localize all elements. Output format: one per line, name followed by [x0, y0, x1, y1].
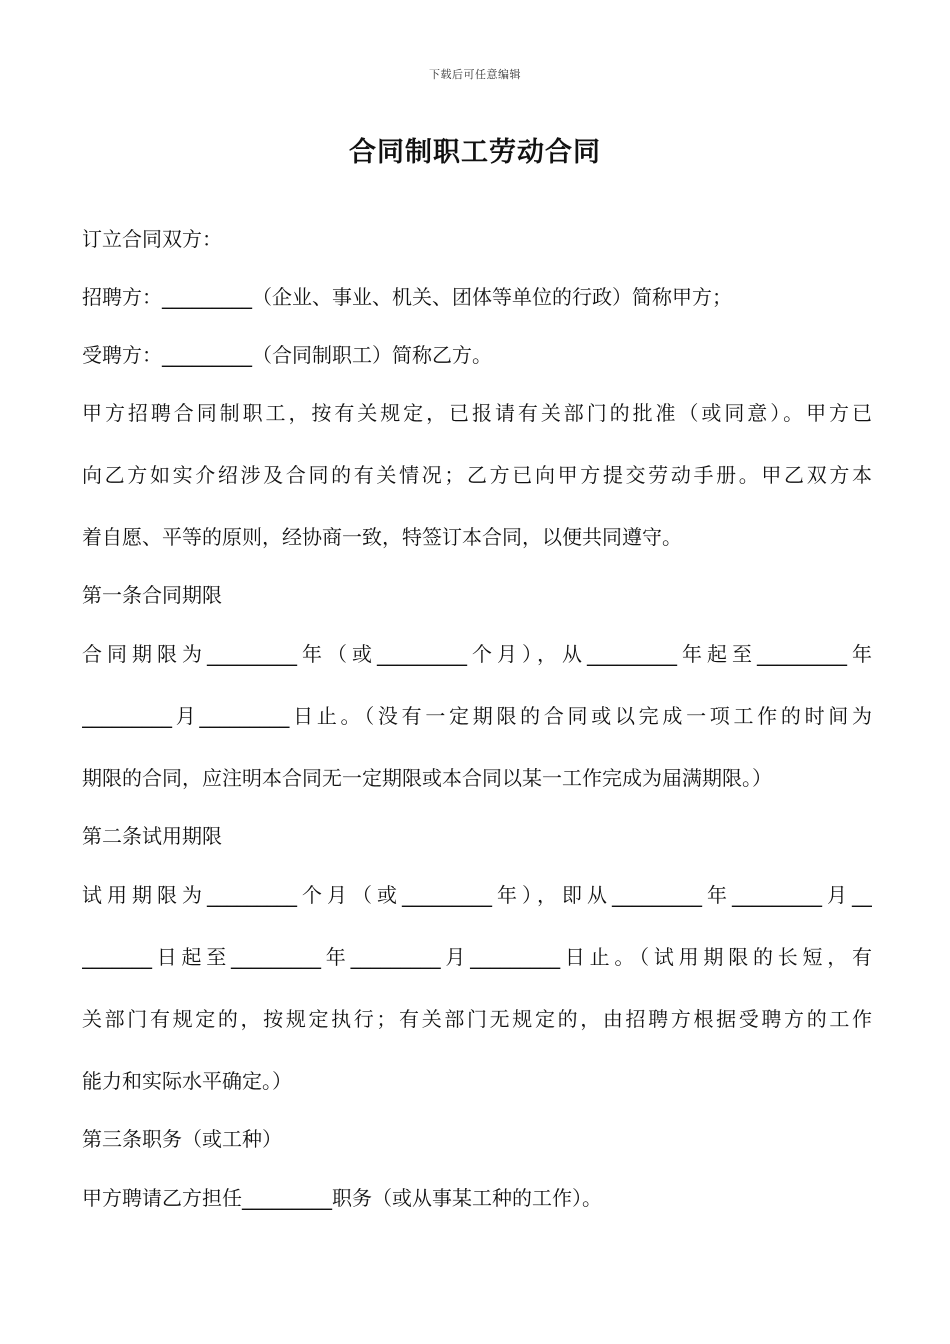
header-note: 下载后可任意编辑 — [429, 68, 521, 81]
article-3-line-1: 甲方聘请乙方担任_________职务（或从事某工种的工作）。 — [82, 1186, 602, 1210]
article-1-heading: 第一条合同期限 — [82, 583, 222, 607]
document-title: 合同制职工劳动合同 — [349, 137, 601, 168]
article-3-heading: 第三条职务（或工种） — [82, 1127, 282, 1151]
preamble-line-3: 着自愿、平等的原则，经协商一致，特签订本合同，以便共同遵守。 — [82, 525, 682, 549]
article-1-line-1: 合同期限为_________年（或_________个月），从_________年起至_________年 — [82, 642, 872, 666]
party-b-line: 受聘方：_________（合同制职工）简称乙方。 — [82, 343, 492, 367]
parties-intro: 订立合同双方： — [82, 227, 222, 251]
preamble-line-2: 向乙方如实介绍涉及合同的有关情况；乙方已向甲方提交劳动手册。甲乙双方本 — [82, 463, 872, 487]
article-2-heading: 第二条试用期限 — [82, 824, 222, 848]
article-1-line-3: 期限的合同，应注明本合同无一定期限或本合同以某一工作完成为届满期限。） — [82, 766, 772, 790]
article-2-line-3: 关部门有规定的，按规定执行；有关部门无规定的，由招聘方根据受聘方的工作 — [82, 1007, 872, 1031]
article-2-line-1: 试用期限为_________个月（或_________年），即从_________年_________月__ — [82, 883, 872, 907]
party-a-line: 招聘方：_________（企业、事业、机关、团体等单位的行政）简称甲方； — [82, 285, 732, 309]
article-2-line-2: _______日起至_________年_________月_________日止。（试用期限的长短，有 — [82, 945, 872, 969]
preamble-line-1: 甲方招聘合同制职工，按有关规定，已报请有关部门的批准（或同意）。甲方已 — [82, 401, 872, 425]
article-1-line-2: _________月_________日止。（没有一定期限的合同或以完成一项工作的时间为 — [82, 704, 872, 728]
article-2-line-4: 能力和实际水平确定。） — [82, 1069, 292, 1093]
